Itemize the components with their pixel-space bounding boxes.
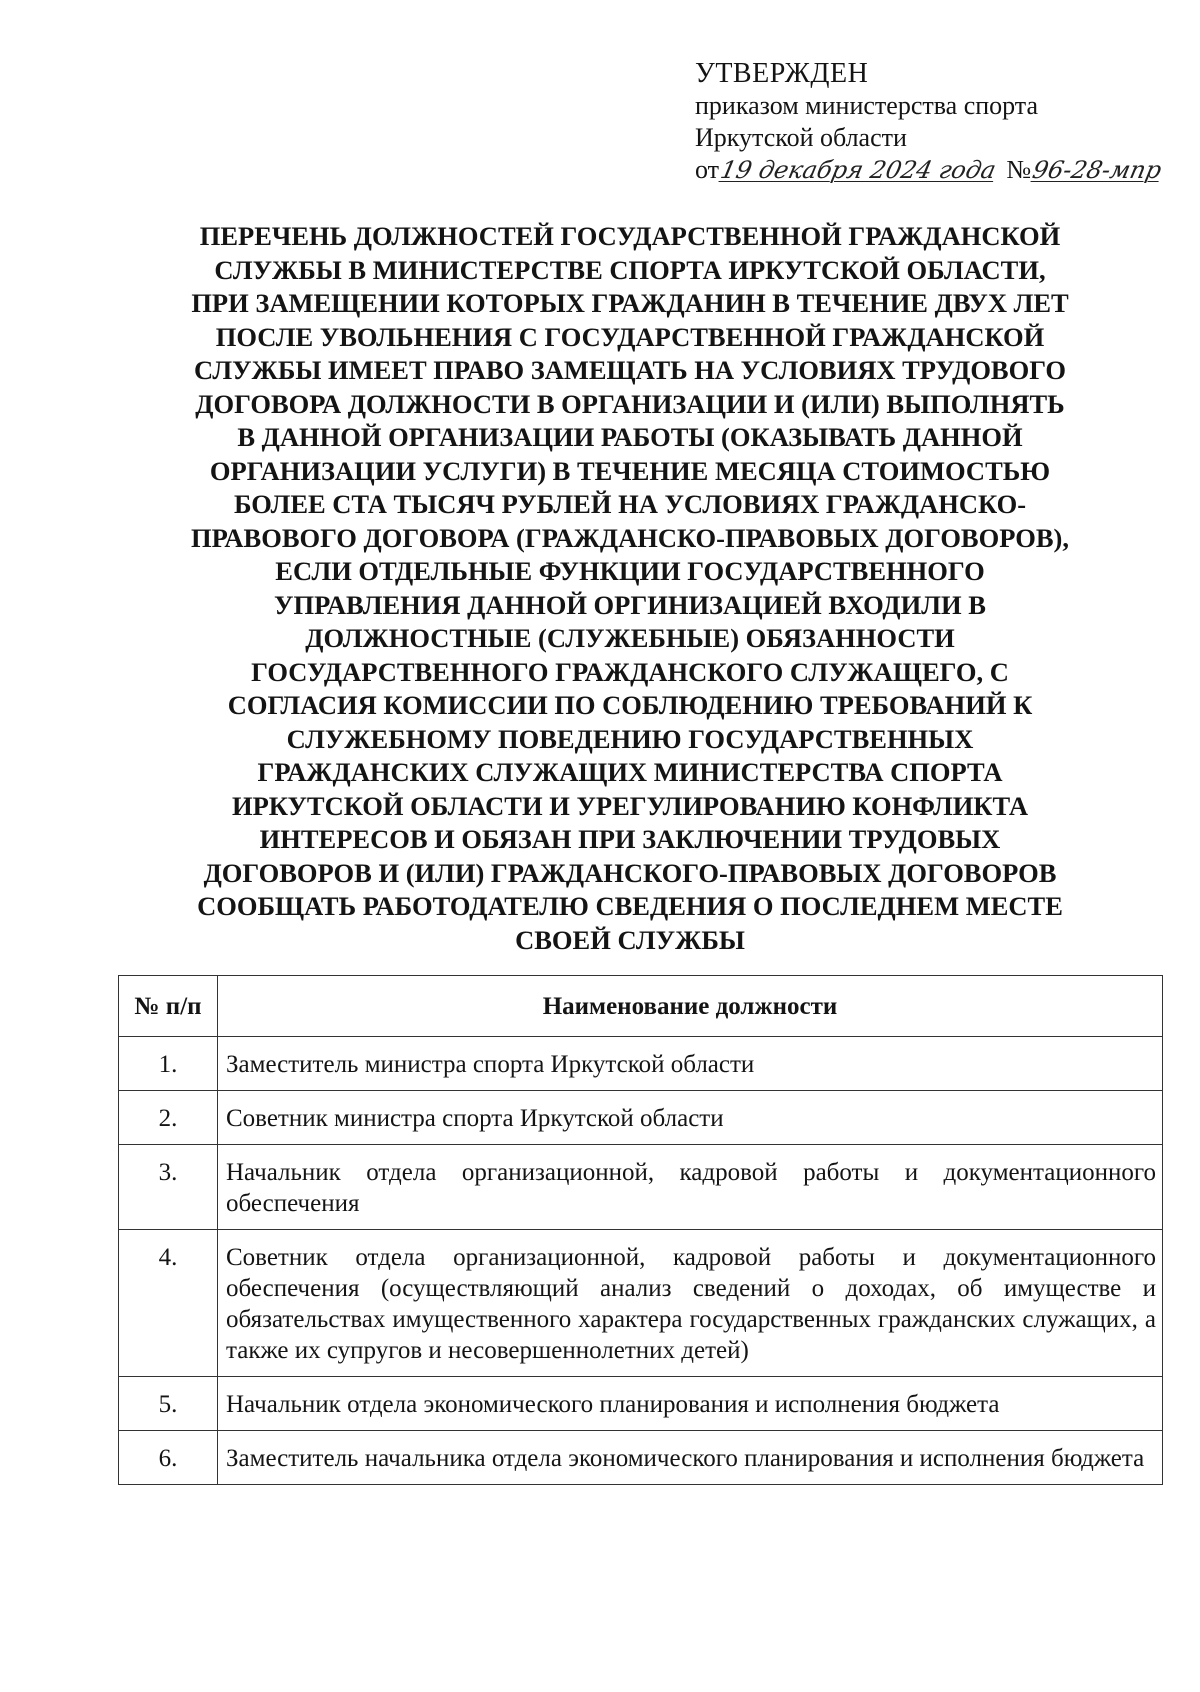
table-row — [119, 1145, 1163, 1230]
table-row — [119, 1037, 1163, 1091]
row-position-name: Советник отдела организационной, кадровой работы и документационного обеспечения (осуществляющий анализ сведений о доходах, об имуществе и обязательствах имущественного характера государственных гражданских служащих, а также их супругов и несовершеннолетних детей) — [218, 1230, 1163, 1377]
row-position-name: Заместитель министра спорта Иркутской области — [218, 1037, 1163, 1091]
approval-stamp-block — [695, 58, 1175, 186]
date-prefix: от — [695, 155, 720, 184]
row-number: 5. — [119, 1377, 218, 1431]
approval-region-line: Иркутской области — [695, 123, 907, 152]
heading-line: ГОСУДАРСТВЕННОГО ГРАЖДАНСКОГО СЛУЖАЩЕГО, С — [251, 656, 1009, 687]
heading-line: БОЛЕЕ СТА ТЫСЯЧ РУБЛЕЙ НА УСЛОВИЯХ ГРАЖДАНСКО- — [233, 489, 1027, 519]
heading-line: СЛУЖБЫ В МИНИСТЕРСТВЕ СПОРТА ИРКУТСКОЙ ОБЛАСТИ, — [214, 254, 1046, 285]
heading-line: ИНТЕРЕСОВ И ОБЯЗАН ПРИ ЗАКЛЮЧЕНИИ ТРУДОВЫХ — [259, 824, 1001, 854]
heading-line: ДОЛЖНОСТНЫЕ (СЛУЖЕБНЫЕ) ОБЯЗАННОСТИ — [305, 623, 955, 653]
row-position-name: Начальник отдела организационной, кадровой работы и документационного обеспечения — [218, 1145, 1163, 1230]
heading-line: ИРКУТСКОЙ ОБЛАСТИ И УРЕГУЛИРОВАНИЮ КОНФЛИКТА — [231, 790, 1029, 821]
row-number: 6. — [119, 1431, 218, 1485]
heading-line: СЛУЖБЫ ИМЕЕТ ПРАВО ЗАМЕЩАТЬ НА УСЛОВИЯХ ТРУДОВОГО — [193, 355, 1067, 385]
handwritten-date: 19 декабря 2024 года — [718, 156, 999, 184]
table-row — [119, 1091, 1163, 1145]
heading-line: В ДАННОЙ ОРГАНИЗАЦИИ РАБОТЫ (ОКАЗЫВАТЬ ДАННОЙ — [237, 422, 1023, 452]
row-number: 1. — [119, 1037, 218, 1091]
heading-line: ПРИ ЗАМЕЩЕНИИ КОТОРЫХ ГРАЖДАНИН В ТЕЧЕНИЕ ДВУХ ЛЕТ — [191, 288, 1069, 318]
heading-line: УПРАВЛЕНИЯ ДАННОЙ ОРГИНИЗАЦИЕЙ ВХОДИЛИ В — [274, 589, 986, 620]
row-number: 4. — [119, 1230, 218, 1377]
row-position-name: Заместитель начальника отдела экономического планирования и исполнения бюджета — [218, 1431, 1163, 1485]
heading-line: ПЕРЕЧЕНЬ ДОЛЖНОСТЕЙ ГОСУДАРСТВЕННОЙ ГРАЖДАНСКОЙ — [199, 221, 1061, 251]
handwritten-number: 96-28-мпр — [1030, 156, 1165, 184]
header-position-name: Наименование должности — [218, 976, 1163, 1037]
approval-order-line: приказом министерства спорта — [695, 91, 1039, 120]
approval-title: УТВЕРЖДЕН — [695, 58, 869, 89]
heading-line: ЕСЛИ ОТДЕЛЬНЫЕ ФУНКЦИИ ГОСУДАРСТВЕННОГО — [275, 556, 985, 586]
document-heading — [175, 220, 1085, 957]
row-position-name: Советник министра спорта Иркутской области — [218, 1091, 1163, 1145]
heading-line: ГРАЖДАНСКИХ СЛУЖАЩИХ МИНИСТЕРСТВА СПОРТА — [257, 757, 1003, 787]
table-row — [119, 1431, 1163, 1485]
heading-line: СВОЕЙ СЛУЖБЫ — [515, 924, 745, 955]
table-header-row — [119, 976, 1163, 1037]
row-number: 3. — [119, 1145, 218, 1230]
heading-line: ОРГАНИЗАЦИИ УСЛУГИ) В ТЕЧЕНИЕ МЕСЯЦА СТОИМОСТЬЮ — [209, 455, 1051, 486]
row-position-name: Начальник отдела экономического планирования и исполнения бюджета — [218, 1377, 1163, 1431]
table-row — [119, 1230, 1163, 1377]
heading-line: СОГЛАСИЯ КОМИССИИ ПО СОБЛЮДЕНИЮ ТРЕБОВАНИЙ К — [227, 690, 1033, 720]
approval-date-number-line — [695, 154, 1175, 186]
heading-line: ПОСЛЕ УВОЛЬНЕНИЯ С ГОСУДАРСТВЕННОЙ ГРАЖДАНСКОЙ — [215, 321, 1045, 352]
heading-line: СЛУЖЕБНОМУ ПОВЕДЕНИЮ ГОСУДАРСТВЕННЫХ — [286, 723, 974, 754]
heading-line: ПРАВОВОГО ДОГОВОРА (ГРАЖДАНСКО-ПРАВОВЫХ ДОГОВОРОВ), — [190, 522, 1069, 553]
table-row — [119, 1377, 1163, 1431]
positions-table — [118, 975, 1163, 1485]
row-number: 2. — [119, 1091, 218, 1145]
header-number: № п/п — [119, 976, 218, 1037]
heading-line: ДОГОВОРА ДОЛЖНОСТИ В ОРГАНИЗАЦИИ И (ИЛИ) ВЫПОЛНЯТЬ — [195, 388, 1065, 419]
table-body — [119, 1037, 1163, 1485]
number-prefix: № — [1006, 155, 1032, 184]
heading-line: ДОГОВОРОВ И (ИЛИ) ГРАЖДАНСКОГО-ПРАВОВЫХ ДОГОВОРОВ — [203, 857, 1057, 888]
heading-line: СООБЩАТЬ РАБОТОДАТЕЛЮ СВЕДЕНИЯ О ПОСЛЕДНЕМ МЕСТЕ — [197, 891, 1063, 921]
